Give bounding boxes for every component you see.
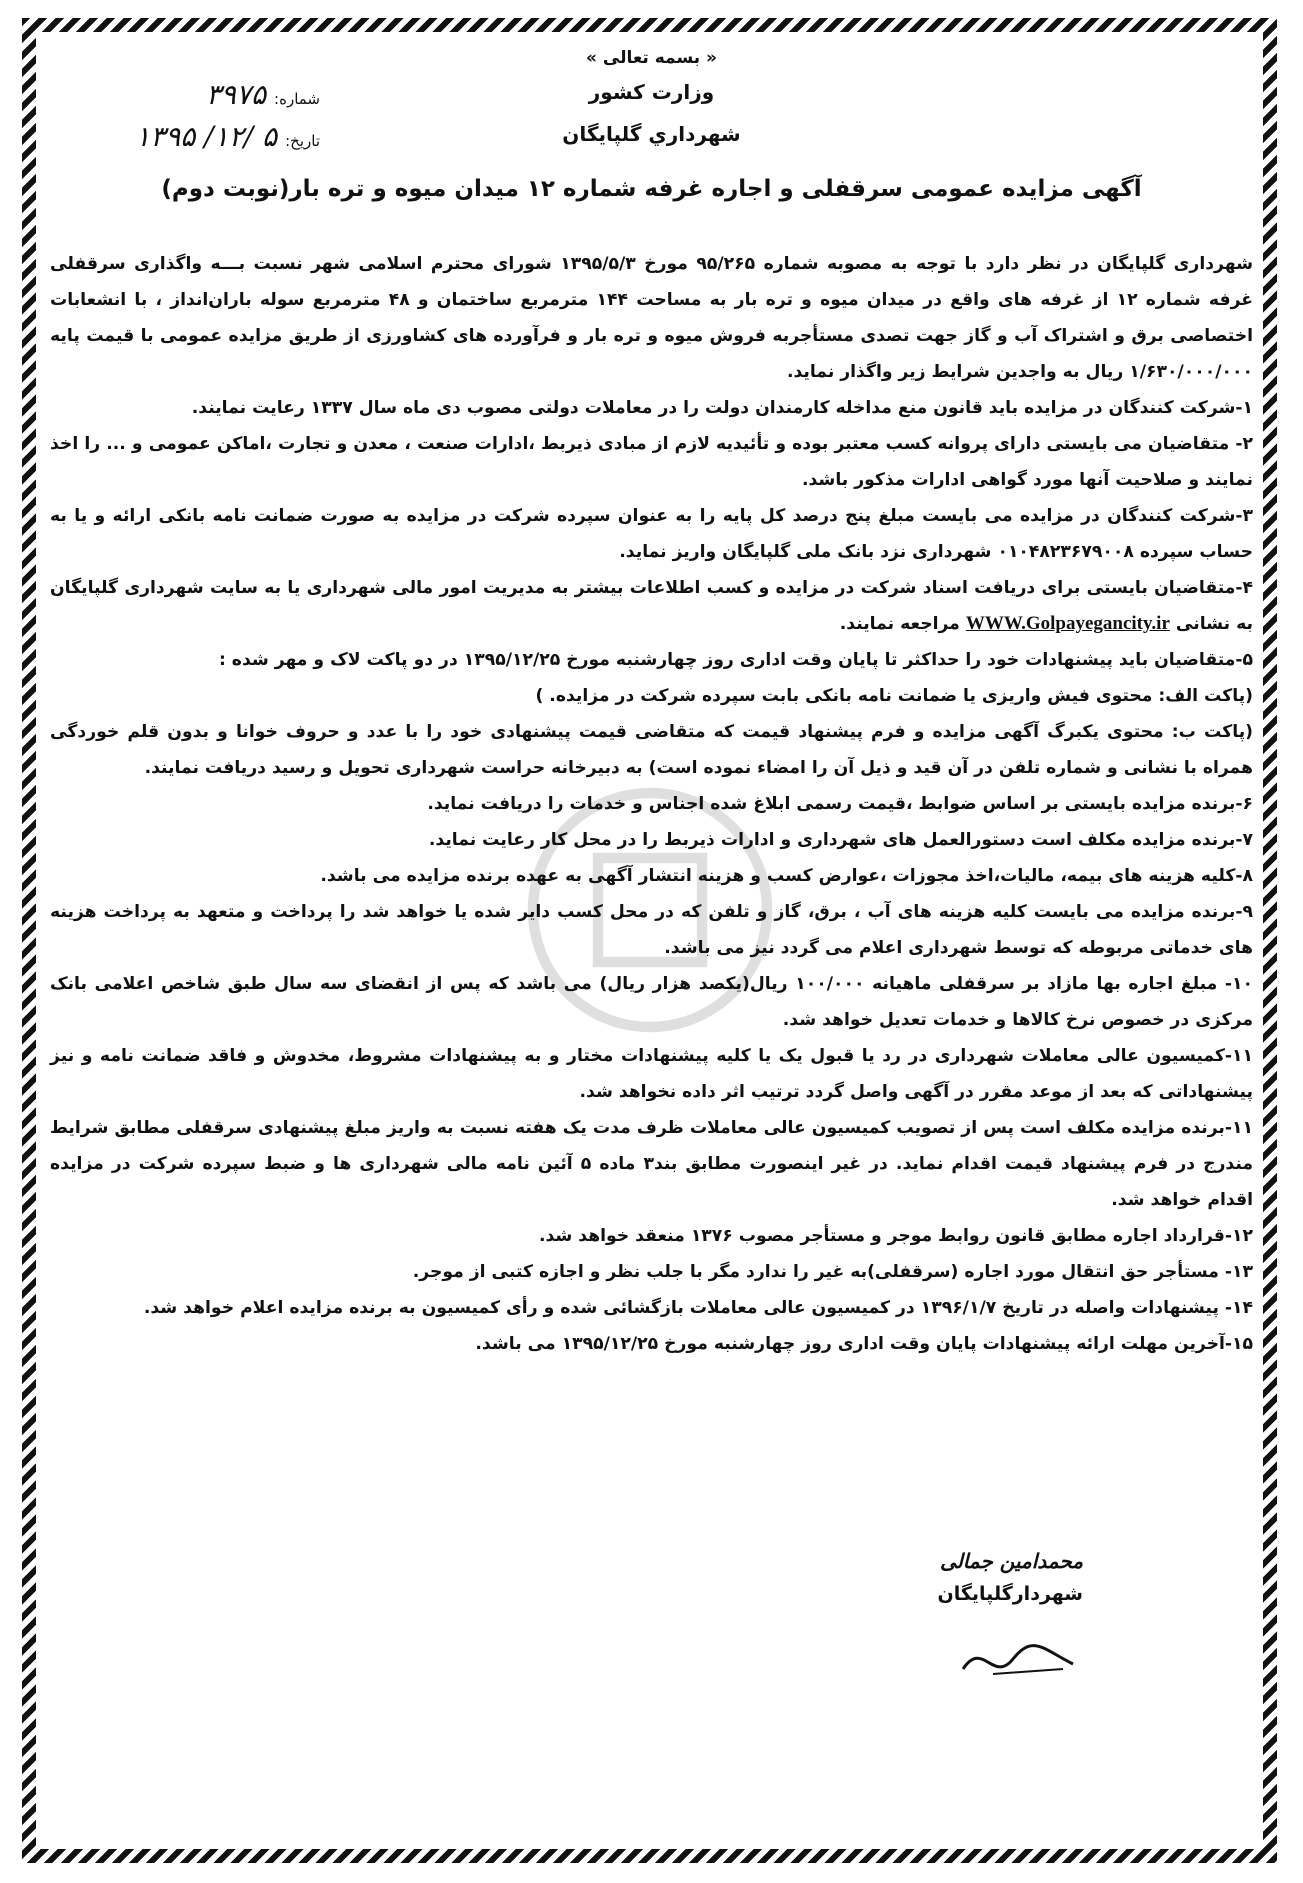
item4-suffix: مراجعه نمایند.	[839, 614, 960, 634]
condition-item: ۱۰- مبلغ اجاره بها مازاد بر سرقفلی ماهیانه ۱۰۰/۰۰۰ ریال(یکصد هزار ریال) می باشد که پس از انقضای سه سال طبق شاخص اعلامی بانک مرکزی در خصوص نرخ کالاها و خدمات تعدیل خواهد شد.	[50, 974, 1253, 1030]
condition-item: ۲- متقاضیان می بایستی دارای پروانه کسب معتبر بوده و تأئیدیه لازم از مبادی ذیربط ،ادارات صنعت ، معدن و تجارت ،اماکن عمومی و ... را اخذ نمایند و صلاحیت آنها مورد گواهی ادارات مذکور باشد.	[50, 434, 1253, 490]
item4-text: ۴-متقاضیان بایستی برای دریافت اسناد شرکت در مزایده و کسب اطلاعات بیشتر به مدیریت امور مالی شهرداری یا به سایت شهرداری گلپایگان به نشانی	[50, 578, 1253, 634]
date-label: تاريخ:	[285, 132, 320, 150]
handwritten-signature-icon	[953, 1629, 1083, 1689]
letter-meta	[90, 78, 320, 162]
number-label: شماره:	[274, 90, 320, 108]
bismillah: « بسمه تعالی »	[585, 48, 718, 68]
condition-item: ۱۱-کمیسیون عالی معاملات شهرداری در رد یا قبول یک یا کلیه پیشنهادات مختار و به پیشنهادات مشروط، مخدوش و فاقد ضمانت نامه و نیز پیشنهاداتی که بعد از موعد مقرر در آگهی واصل گردد ترتیب اثر داده نخواهد شد.	[50, 1046, 1253, 1102]
condition-item: ۸-کلیه هزینه های بیمه، مالیات،اخذ مجوزات ،عوارض کسب و هزینه انتشار آگهی به عهده برنده مزایده می باشد.	[320, 866, 1253, 886]
municipality-name: شهرداري گلپایگان	[562, 122, 741, 146]
intro-paragraph: شهرداری گلپایگان در نظر دارد با توجه به مصوبه شماره ۹۵/۲۶۵ مورخ ۱۳۹۵/۵/۳ شورای محترم اسلامی شهر نسبت بـــه واگذاری سرقفلی غرفه شماره ۱۲ از غرفه های واقع در میدان میوه و تره بار به مساحت ۱۴۴ مترمربع ساختمان و ۴۸ مترمربع سوله باران‌انداز ، با انشعابات اختصاصی برق و اشتراک آب و گاز جهت تصدی مستأجربه فروش میوه و تره بار و فرآورده های کشاورزی از طریق مزایده عمومی با قیمت پایه ۱/۶۳۰/۰۰۰/۰۰۰ ریال به واجدین شرایط زیر واگذار نماید.	[50, 254, 1254, 382]
date-value: ۵ /۱۲/ ۱۳۹۵	[135, 120, 278, 153]
signatory-name: محمدامین جمالی	[940, 1549, 1083, 1573]
number-row	[90, 78, 320, 120]
number-value: ۳۹۷۵	[205, 78, 267, 111]
condition-item: ۹-برنده مزایده می بایست کلیه هزینه های آب ، برق، گاز و تلفن که در محل کسب دایر شده یا خواهد شد را پرداخت و متعهد به پرداخت هزینه های خدماتی مربوطه که توسط شهرداری اعلام می گردد نیز می باشد.	[50, 902, 1253, 958]
ministry-name: وزارت کشور	[588, 80, 715, 104]
page-title: آگهی مزایده عمومی سرقفلی و اجاره غرفه شماره ۱۲ میدان میوه و تره بار(نوبت دوم)	[161, 176, 1142, 202]
notice-body	[50, 246, 1253, 1362]
condition-item: ۵-متقاضیان باید پیشنهادات خود را حداکثر تا پایان وقت اداری روز چهارشنبه مورخ ۱۳۹۵/۱۲/۲۵ در دو پاکت لاک و مهر شده :	[218, 650, 1253, 670]
condition-item: (پاکت الف: محتوی فیش واریزی یا ضمانت نامه بانکی بابت سپرده شرکت در مزایده. )	[535, 686, 1253, 706]
condition-item	[50, 570, 1253, 642]
signature-block	[938, 1549, 1083, 1693]
document	[50, 40, 1253, 1843]
condition-item: ۱۳- مستأجر حق انتقال مورد اجاره (سرقفلی)به غیر را ندارد مگر با جلب نظر و اجازه کتبی از موجر.	[412, 1262, 1253, 1282]
condition-item: (پاکت ب: محتوی یکبرگ آگهی مزایده و فرم پیشنهاد قیمت که متقاضی قیمت پیشنهادی خود را با عدد و حروف خوانا و بدون قلم خوردگی همراه با نشانی و شماره تلفن در آن قید و ذیل آن را امضاء نموده است) به دبیرخانه حراست شهرداری تحویل و رسید دریافت نمایند.	[50, 722, 1253, 778]
condition-item: ۷-برنده مزایده مکلف است دستورالعمل های شهرداری و ادارات ذیربط را در محل کار رعایت نماید.	[428, 830, 1253, 850]
condition-item: ۶-برنده مزایده بایستی بر اساس ضوابط ،قیمت رسمی ابلاغ شده اجناس و خدمات را دریافت نماید.	[427, 794, 1253, 814]
website-link[interactable]: WWW.Golpayegancity.ir	[965, 613, 1170, 634]
condition-item: ۱۵-آخرین مهلت ارائه پیشنهادات پایان وقت اداری روز چهارشنبه مورخ ۱۳۹۵/۱۲/۲۵ می باشد.	[475, 1334, 1253, 1354]
signatory-title: شهردارگلپایگان	[937, 1583, 1083, 1605]
condition-item: ۱۱-برنده مزایده مکلف است پس از تصویب کمیسیون عالی معاملات ظرف مدت یک هفته نسبت به واریز مبلغ پیشنهادی سرقفلی مطابق شرایط مندرج در فرم پیشنهاد قیمت اقدام نماید. در غیر اینصورت مطابق بند۳ ماده ۵ آئین نامه مالی شهرداری ها و ضبط سپرده شرکت در مزایده اقدام خواهد شد.	[50, 1118, 1253, 1210]
condition-item: ۱-شرکت کنندگان در مزایده باید قانون منع مداخله کارمندان دولت را در معاملات دولتی مصوب دی ماه سال ۱۳۳۷ رعایت نمایند.	[191, 398, 1253, 418]
condition-item: ۱۲-قرارداد اجاره مطابق قانون روابط موجر و مستأجر مصوب ۱۳۷۶ منعقد خواهد شد.	[538, 1226, 1253, 1246]
condition-item: ۱۴- پیشنهادات واصله در تاریخ ۱۳۹۶/۱/۷ در کمیسیون عالی معاملات بازگشائی شده و رأی کمیسیون به برنده مزایده اعلام خواهد شد.	[143, 1298, 1253, 1318]
condition-item: ۳-شرکت کنندگان در مزایده می بایست مبلغ پنج درصد کل پایه را به عنوان سپرده شرکت در مزایده به صورت ضمانت نامه بانکی ارائه و یا به حساب سپرده ۰۱۰۴۸۲۳۶۷۹۰۰۸ شهرداری نزد بانک ملی گلپایگان واریز نماید.	[50, 506, 1253, 562]
date-row	[90, 120, 320, 162]
letter-header	[50, 76, 1253, 162]
